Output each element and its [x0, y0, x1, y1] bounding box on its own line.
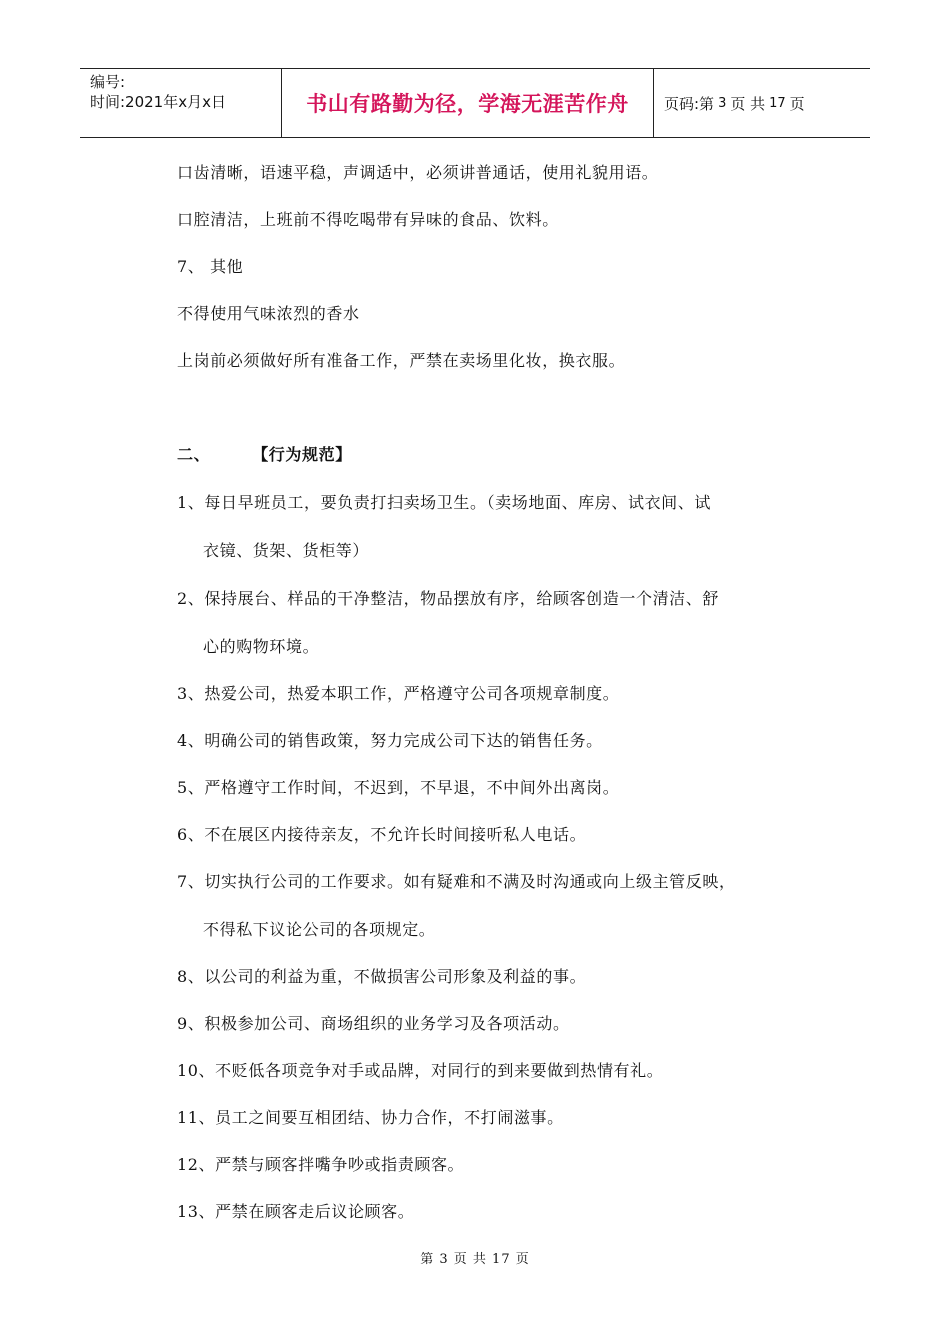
- time-label: 时间:2021年x月x日: [90, 93, 226, 111]
- page-suffix: 页: [789, 94, 805, 113]
- oral-hygiene-rule: 口腔清洁，上班前不得吃喝带有异味的食品、饮料。: [177, 210, 559, 229]
- list-item: 6、不在展区内接待亲友，不允许长时间接听私人电话。: [177, 825, 587, 844]
- list-item: 1、每日早班员工，要负责打扫卖场卫生。（卖场地面、库房、试衣间、试: [177, 493, 711, 512]
- list-item: 7、切实执行公司的工作要求。如有疑难和不满及时沟通或向上级主管反映，: [177, 872, 736, 891]
- section-heading: 【行为规范】: [252, 445, 352, 464]
- list-item: 2、保持展台、样品的干净整洁，物品摆放有序，给顾客创造一个清洁、舒: [177, 589, 719, 608]
- list-item: 13、严禁在顾客走后议论顾客。: [177, 1202, 415, 1221]
- page-footer: 第 3 页 共 17 页: [420, 1252, 530, 1267]
- list-item: 4、明确公司的销售政策，努力完成公司下达的销售任务。: [177, 731, 603, 750]
- list-item: 9、积极参加公司、商场组织的业务学习及各项活动。: [177, 1014, 570, 1033]
- page-total: 17: [769, 95, 786, 111]
- header-page-info: [654, 69, 870, 137]
- list-item: 11、员工之间要互相团结、协力合作，不打闹滋事。: [177, 1108, 564, 1127]
- section-number: 二、: [177, 445, 211, 464]
- preparation-rule: 上岗前必须做好所有准备工作，严禁在卖场里化妆，换衣服。: [177, 351, 626, 370]
- list-item-continued: 衣镜、货架、货柜等）: [203, 541, 370, 560]
- header-motto: 书山有路勤为径，学海无涯苦作舟: [282, 69, 654, 137]
- list-item-continued: 心的购物环境。: [203, 637, 320, 656]
- page-prefix: 页码:第: [664, 94, 715, 113]
- page-mid: 页 共: [730, 94, 766, 113]
- list-item-continued: 不得私下议论公司的各项规定。: [203, 920, 436, 939]
- list-item: 3、热爱公司，热爱本职工作，严格遵守公司各项规章制度。: [177, 684, 620, 703]
- perfume-rule: 不得使用气味浓烈的香水: [177, 304, 360, 323]
- number-label: 编号:: [90, 73, 126, 91]
- item7-heading: 7、 其他: [177, 257, 244, 276]
- list-item: 5、严格遵守工作时间，不迟到，不早退，不中间外出离岗。: [177, 778, 620, 797]
- section-title: [177, 442, 352, 465]
- list-item: 8、以公司的利益为重，不做损害公司形象及利益的事。: [177, 967, 587, 986]
- list-item: 10、不贬低各项竞争对手或品牌，对同行的到来要做到热情有礼。: [177, 1061, 664, 1080]
- page-header: [80, 68, 870, 138]
- speech-rule: 口齿清晰，语速平稳，声调适中，必须讲普通话，使用礼貌用语。: [177, 163, 659, 182]
- header-meta: [80, 69, 282, 137]
- page-current: 3: [718, 95, 727, 111]
- list-item: 12、严禁与顾客拌嘴争吵或指责顾客。: [177, 1155, 465, 1174]
